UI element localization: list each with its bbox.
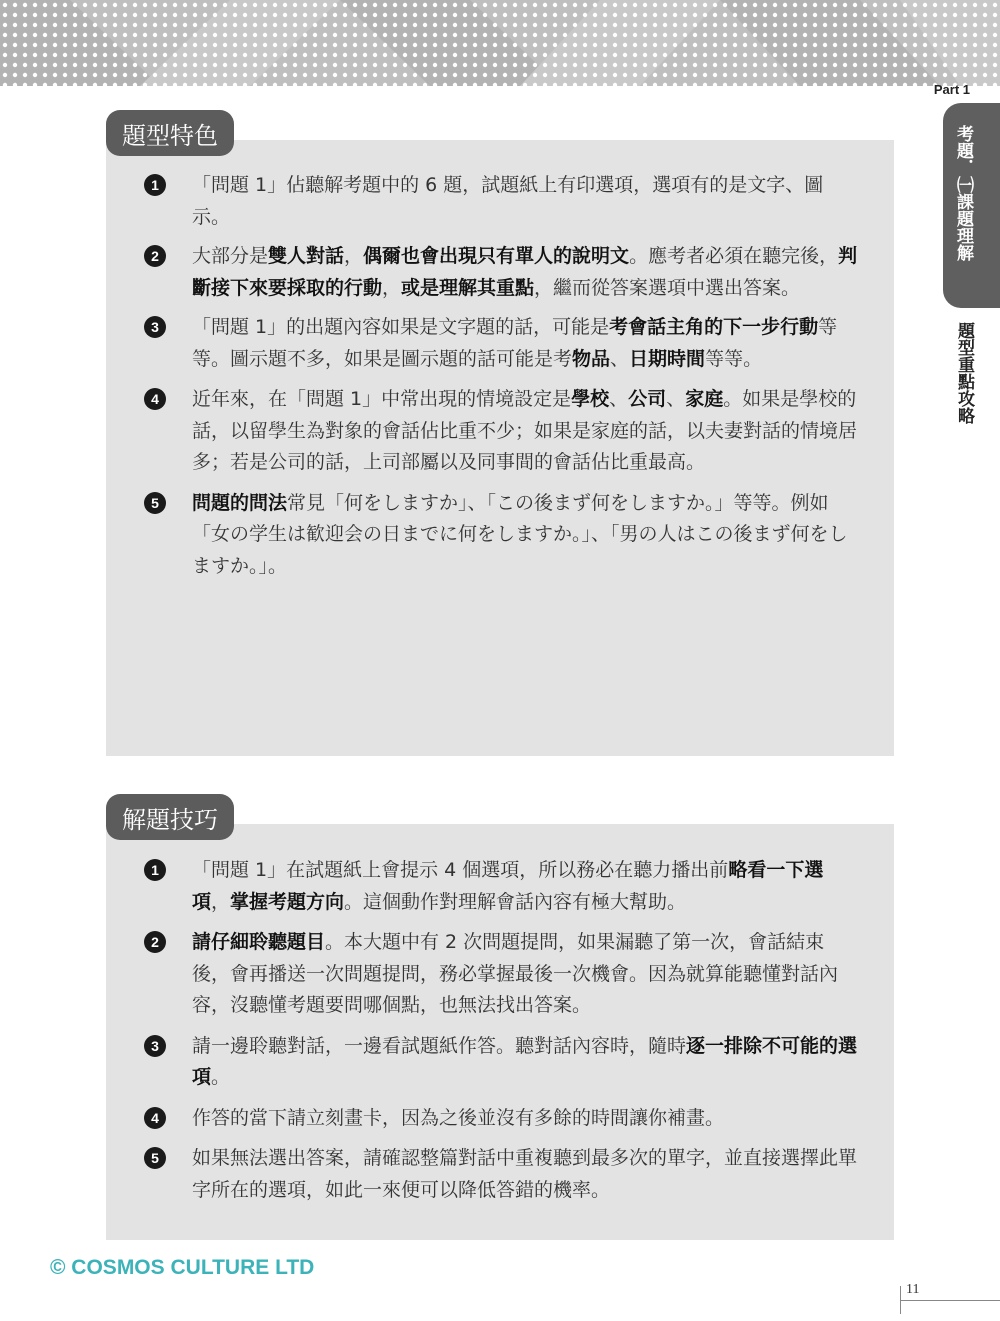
list-item xyxy=(144,241,859,304)
list-item xyxy=(144,927,859,1022)
list-item xyxy=(144,1143,859,1206)
section-heading-text: 解題技巧 xyxy=(122,805,218,834)
chapter-tab-label: 考題．㈠課題理解 xyxy=(953,125,973,261)
item-number-badge: 2 xyxy=(144,931,166,953)
item-number-badge: 4 xyxy=(144,388,166,410)
page-number: 11 xyxy=(906,1282,920,1297)
list-item xyxy=(144,384,859,479)
part-label: Part 1 xyxy=(933,82,970,97)
item-text: 請仔細聆聽題目。本大題中有 2 次問題提問，如果漏聽了第一次，會話結束後，會再播送一次問題提問，務必掌握最後一次機會。因為就算能聽懂對話內容，沒聽懂考題要問哪個點，也無法找出答案。 xyxy=(192,931,839,1016)
item-text: 如果無法選出答案，請確認整篇對話中重複聽到最多次的單字，並直接選擇此單字所在的選項，如此一來便可以降低答錯的機率。 xyxy=(192,1147,858,1201)
list-item xyxy=(144,855,859,918)
item-text: 「問題 1」在試題紙上會提示 4 個選項，所以務必在聽力播出前略看一下選項，掌握考題方向。這個動作對理解會話內容有極大幫助。 xyxy=(192,859,824,913)
features-list xyxy=(144,170,859,582)
item-number-badge: 2 xyxy=(144,245,166,267)
item-text: 請一邊聆聽對話，一邊看試題紙作答。聽對話內容時，隨時逐一排除不可能的選項。 xyxy=(192,1034,858,1088)
tips-list xyxy=(144,855,859,1206)
item-number-badge: 1 xyxy=(144,859,166,881)
decorative-dot-pattern xyxy=(0,0,1000,86)
item-text: 問題的問法常見「何をしますか」、「この後まず何をしますか。」等等。例如「女の学生は歓迎会の日までに何をしますか。」、「男の人はこの後まず何をしますか。」。 xyxy=(192,491,848,577)
item-number-badge: 5 xyxy=(144,492,166,514)
page-number-rule xyxy=(900,1300,1000,1301)
section-heading-tips xyxy=(106,794,234,840)
item-number-badge: 3 xyxy=(144,1035,166,1057)
section-heading-features xyxy=(106,110,234,156)
item-number-badge: 5 xyxy=(144,1147,166,1169)
list-item xyxy=(144,488,859,583)
list-item xyxy=(144,312,859,375)
item-text: 大部分是雙人對話，偶爾也會出現只有單人的說明文。應考者必須在聽完後，判斷接下來要採取的行動，或是理解其重點，繼而從答案選項中選出答案。 xyxy=(192,245,858,299)
list-item xyxy=(144,1103,859,1135)
item-text: 「問題 1」的出題內容如果是文字題的話，可能是考會話主角的下一步行動等等。圖示題不多，如果是圖示題的話可能是考物品、日期時間等等。 xyxy=(192,316,838,370)
list-item xyxy=(144,170,859,233)
copyright-notice: © COSMOS CULTURE LTD xyxy=(50,1256,315,1279)
section-tab-label: 題型重點攻略 xyxy=(954,322,974,424)
chapter-tab-active[interactable] xyxy=(943,103,1000,308)
item-number-badge: 4 xyxy=(144,1107,166,1129)
section-heading-text: 題型特色 xyxy=(122,121,218,150)
item-text: 「問題 1」佔聽解考題中的 6 題，試題紙上有印選項，選項有的是文字、圖示。 xyxy=(192,174,824,228)
item-number-badge: 3 xyxy=(144,316,166,338)
list-item xyxy=(144,1031,859,1094)
item-text: 近年來，在「問題 1」中常出現的情境設定是學校、公司、家庭。如果是學校的話，以留學生為對象的會話佔比重不少；如果是家庭的話，以夫妻對話的情境居多；若是公司的話，上司部屬以及同事間的會話佔比重最高。 xyxy=(192,388,858,473)
item-number-badge: 1 xyxy=(144,174,166,196)
item-text: 作答的當下請立刻畫卡，因為之後並沒有多餘的時間讓你補畫。 xyxy=(192,1106,725,1129)
